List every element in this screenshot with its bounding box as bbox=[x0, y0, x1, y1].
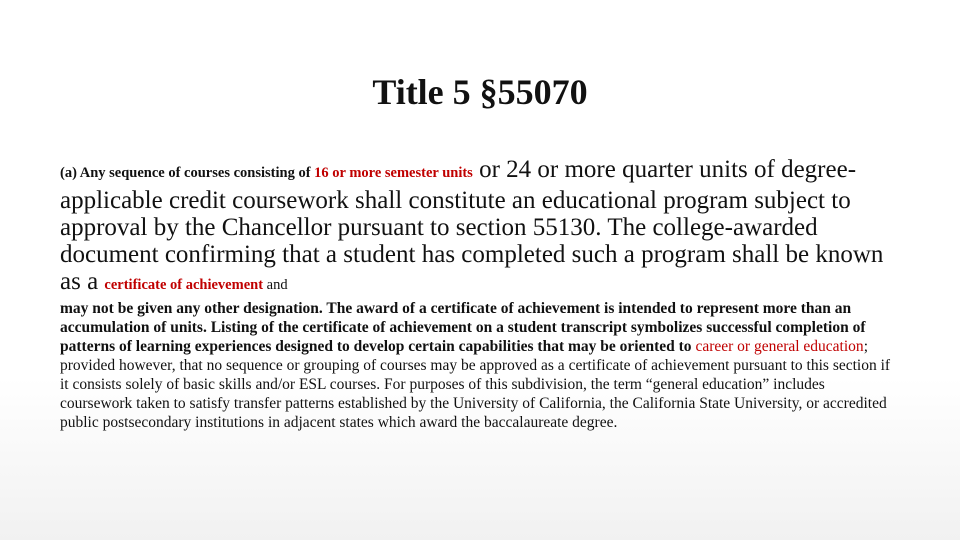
intro-lead-text: (a) Any sequence of courses consisting of bbox=[60, 165, 315, 181]
body-regular-text: ; provided however, that no sequence or grouping of courses may be approved as a certificate of achievement pursuant to this section if it consists solely of basic skills and/or ESL courses. For purposes of this subdivision, the term “general education” includes coursework taken to satisfy transfer patterns established by the University of California, the California State University, or accredited public postsecondary institutions in adjacent states which award the baccalaureate degree. bbox=[60, 338, 891, 431]
paragraph-intro bbox=[60, 156, 896, 299]
regulation-text bbox=[60, 156, 896, 432]
slide-title: Title 5 §55070 bbox=[372, 72, 588, 112]
intro-tail-text: and bbox=[263, 277, 288, 293]
paragraph-body bbox=[60, 299, 896, 432]
certificate-highlight: certificate of achievement bbox=[104, 277, 264, 293]
semester-units-highlight: 16 or more semester units bbox=[314, 165, 473, 181]
career-education-highlight: career or general education bbox=[695, 338, 864, 355]
body-bold-text: may not be given any other designation. The award of a certificate of achievement is intended to represent more than an accumulation of units. Listing of the certificate of achievement on a student transcript symbolizes successful completion of patterns of learning experiences designed to develop certain capabilities that may be oriented to bbox=[60, 300, 866, 355]
intro-main-text: or 24 or more quarter units of degree-applicable credit coursework shall constitute an educational program subject to approval by the Chancellor pursuant to section 55130. The college-awarded document confirming that a student has completed such a program shall be known as a bbox=[60, 156, 884, 295]
